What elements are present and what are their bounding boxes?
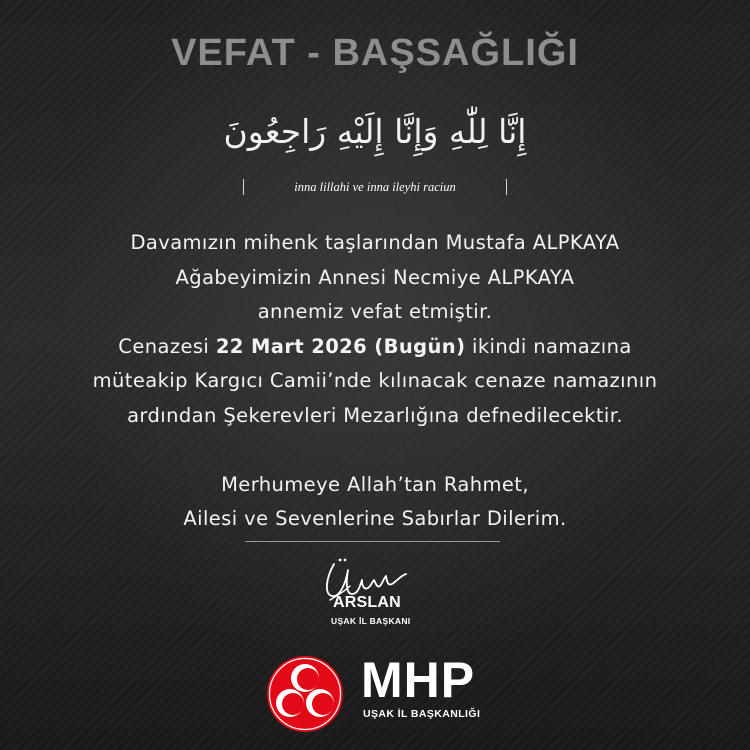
paragraph-gap xyxy=(20,433,730,468)
funeral-date: 22 Mart 2026 (Bugün) xyxy=(215,334,466,358)
announcement-text xyxy=(20,226,730,537)
arabic-verse: إِنَّا لِلّٰهِ وَإِنَّا إِلَيْهِ رَاجِعُونَ xyxy=(223,112,527,151)
message-line-6: ardından Şekerevleri Mezarlığına defnedilecektir. xyxy=(127,403,623,427)
message-line-5: müteakip Kargıcı Camii’nde kılınacak cenaze namazının xyxy=(92,369,658,392)
condolence-line-1: Merhumeye Allah’tan Rahmet, xyxy=(221,472,529,496)
three-crescents-logo-icon xyxy=(266,655,344,733)
message-line-1: Davamızın mihenk taşlarından Mustafa ALPKAYA xyxy=(130,231,620,254)
transliteration: inna lillahi ve inna ileyhi raciun xyxy=(243,179,507,195)
message-line-3: annemiz vefat etmiştir. xyxy=(257,300,493,323)
condolence-line-2: Ailesi ve Sevenlerine Sabırlar Dilerim. xyxy=(183,507,567,530)
page-title: VEFAT - BAŞSAĞLIĞI xyxy=(171,32,579,74)
funeral-suffix: ikindi namazına xyxy=(465,334,632,358)
signer-name: ARSLAN xyxy=(333,594,401,611)
organization-unit: UŞAK İL BAŞKANLIĞI xyxy=(363,708,481,720)
funeral-prefix: Cenazesi xyxy=(118,334,216,358)
signer-title: UŞAK İL BAŞKANI xyxy=(331,616,411,626)
divider xyxy=(245,541,500,542)
message-line-4 xyxy=(20,330,730,365)
message-line-2: Ağabeyimizin Annesi Necmiye ALPKAYA xyxy=(175,265,575,289)
organization-name: MHP xyxy=(361,652,476,708)
